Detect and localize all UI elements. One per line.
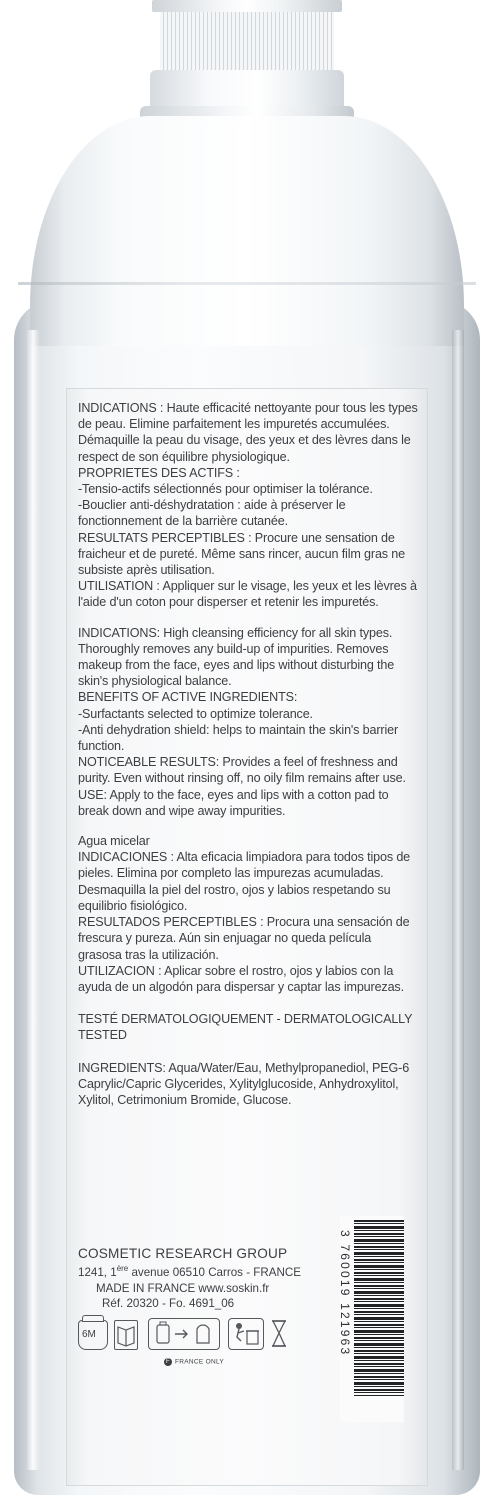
fr-indications: INDICATIONS : Haute efficacité nettoyante pour tous les types de peau. Elimine parfaitement les impuretés accumulées. Démaquille la peau du visage, des yeux et des lèvres dans le respect de son équilibre physiologique.	[78, 401, 418, 464]
made-in-france: MADE IN FRANCE www.soskin.fr	[96, 1281, 270, 1295]
bottle-highlight-left	[26, 330, 40, 1470]
en-results: NOTICEABLE RESULTS: Provides a feel of freshness and purity. Even without rinsing off, no oily film remains after use.	[78, 755, 406, 786]
bottle-shoulder	[30, 116, 464, 346]
regulatory-symbols	[78, 1316, 298, 1376]
es-results: RESULTADOS PERCEPTIBLES : Procura una sensación de frescura y pureza. Aún sin enjuagar no queda película grasosa tras la utilización.	[78, 915, 410, 962]
refill-bottle-icon	[148, 1318, 220, 1350]
fr-properties-1: -Tensio-actifs sélectionnés pour optimiser la tolérance.	[78, 482, 373, 497]
label-text	[78, 400, 418, 1108]
bottle-cap-ridges	[160, 12, 334, 78]
recycling-trash-icon	[228, 1318, 264, 1350]
fr-properties-2: -Bouclier anti-déshydratation : aide à préserver le fonctionnement de la barrière cutanée.	[78, 498, 346, 529]
en-benefits-1: -Surfactants selected to optimize tolerance.	[78, 706, 313, 721]
ingredients: INGREDIENTS: Aqua/Water/Eau, Methylpropanediol, PEG-6 Caprylic/Capric Glycerides, Xylitylglucoside, Anhydroxylitol, Xylitol, Cetrimonium Bromide, Glucose.	[78, 1060, 410, 1107]
address-superscript: ère	[116, 1264, 129, 1273]
fr-usage: UTILISATION : Appliquer sur le visage, les yeux et les lèvres à l'aide d'un coton pour disperser et retenir les impuretés.	[78, 579, 417, 610]
read-leaflet-icon	[114, 1320, 138, 1350]
en-usage: USE: Apply to the face, eyes and lips with a cotton pad to break down and wipe away impurities.	[78, 787, 389, 818]
book-glyph	[115, 1321, 137, 1349]
france-dot-icon: F	[164, 1358, 172, 1366]
bottle-cap	[152, 0, 342, 12]
pao-lid	[82, 1315, 104, 1322]
address-part-1: 1241, 1	[78, 1265, 117, 1279]
fr-results: RESULTATS PERCEPTIBLES : Procure une sensation de fraicheur et de pureté. Même sans rincer, aucun film gras ne subsiste après utilisation.	[78, 530, 405, 578]
pao-period: 6M	[82, 1329, 96, 1340]
manufacturer-info	[78, 1246, 408, 1311]
company-name: COSMETIC RESEARCH GROUP	[78, 1246, 288, 1261]
reference-number: Réf. 20320 - Fo. 4691_06	[102, 1296, 235, 1310]
fr-properties-title: PROPRIETES DES ACTIFS :	[78, 465, 240, 480]
bottle-highlight-right	[452, 330, 464, 1470]
dermatologically-tested: TESTÉ DERMATOLOGIQUEMENT - DERMATOLOGICALLY TESTED	[78, 1012, 413, 1043]
company-address	[78, 1261, 408, 1281]
trash-glyph	[229, 1319, 263, 1349]
hourglass-icon	[270, 1318, 288, 1350]
refill-glyph	[149, 1319, 219, 1349]
es-indications: INDICACIONES : Alta eficacia limpiadora para todos tipos de pieles. Elimina por completo las impurezas acumuladas. Desmaquilla la piel del rostro, ojos y labios respetando su equilibrio fisiológico.	[78, 850, 411, 913]
hourglass-glyph	[270, 1318, 288, 1350]
france-only-note	[164, 1358, 224, 1366]
liquid-level	[18, 282, 476, 285]
es-usage: UTILIZACION : Aplicar sobre el rostro, ojos y labios con la ayuda de un algodón para dispersar y captar las impurezas.	[78, 963, 404, 994]
france-only-text: FRANCE ONLY	[175, 1358, 225, 1366]
barcode-number: 3 760019 121963	[338, 1230, 352, 1357]
en-indications: INDICATIONS: High cleansing efficiency for all skin types. Thoroughly removes any build-up of impurities. Removes makeup from the face, eyes and lips without disturbing the skin's physiological balance.	[78, 625, 395, 689]
pao-jar-icon	[78, 1320, 108, 1350]
en-benefits-2: -Anti dehydration shield: helps to maintain the skin's barrier function.	[78, 722, 399, 754]
address-part-2: avenue 06510 Carros - FRANCE	[128, 1265, 301, 1279]
bottle-neck	[150, 70, 344, 110]
es-title: Agua micelar	[78, 834, 150, 849]
en-benefits-title: BENEFITS OF ACTIVE INGREDIENTS:	[78, 690, 298, 705]
